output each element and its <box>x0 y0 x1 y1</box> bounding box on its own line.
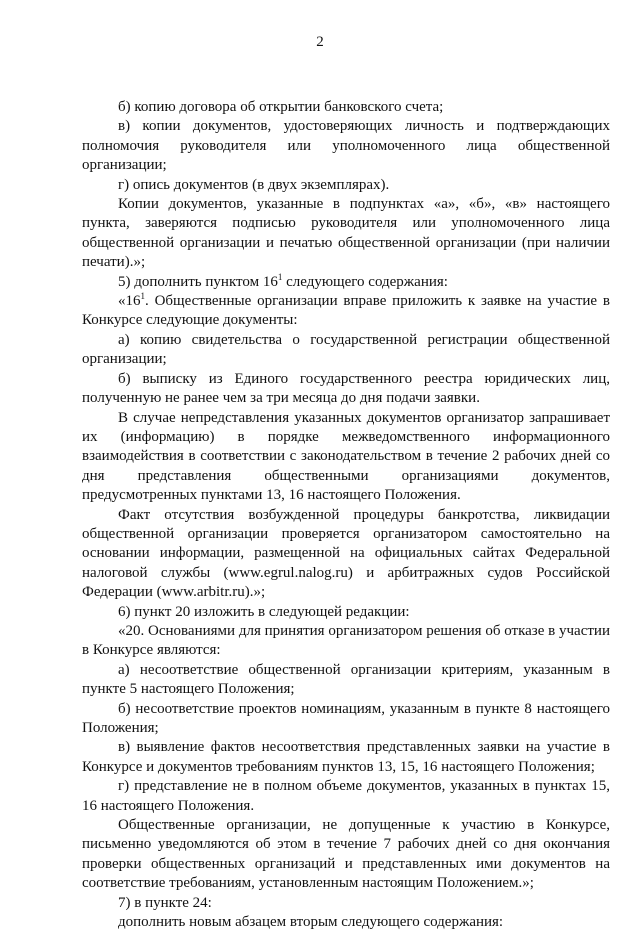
paragraph: в) копии документов, удостоверяющих личность и подтверждающих полномочия руководителя или уполномоченного лица общественной организации; <box>82 118 610 174</box>
page-number: 2 <box>316 34 324 50</box>
paragraph: б) копию договора об открытии банковского счета; <box>118 99 444 115</box>
paragraph: Общественные организации, не допущенные к участию в Конкурсе, письменно уведомляются об этом в течение 7 рабочих дней со дня окончания проверки общественных организаций и представленных ими документов на соответствие требованиям, установленным настоящим Положением.»; <box>82 817 610 892</box>
paragraph: 5) дополнить пунктом $16^1$ следующего содержания: <box>118 271 448 290</box>
document-body <box>82 98 610 932</box>
paragraph: а) несоответствие общественной организации критериям, указанным в пункте 5 настоящего Положения; <box>82 661 610 698</box>
paragraph: Копии документов, указанные в подпунктах «а», «б», «в» настоящего пункта, заверяются подписью руководителя или уполномоченного лица общественной организации и печатью общественной организации (при наличии печати).»; <box>82 196 610 271</box>
paragraph: б) несоответствие проектов номинациям, указанным в пункте 8 настоящего Положения; <box>82 700 610 736</box>
paragraph: г) опись документов (в двух экземплярах). <box>118 176 390 193</box>
paragraph: дополнить новым абзацем вторым следующего содержания: <box>118 914 504 931</box>
paragraph: 7) в пункте 24: <box>118 894 212 911</box>
paragraph: «$16^1$. Общественные организации вправе приложить к заявке на участие в Конкурсе следующие документы: <box>82 291 610 329</box>
paragraph: В случае непредставления указанных документов организатор запрашивает их (информацию) в порядке межведомственного информационного взаимодействия в соответствии с законодательством в течение 2 рабочих дней со дня представления общественными организациями документов, предусмотренных пунктами 13, 16 настоящего Положения. <box>82 409 610 504</box>
paragraph: б) выписку из Единого государственного реестра юридических лиц, полученную не ранее чем за три месяца до дня подачи заявки. <box>82 370 610 407</box>
paragraph: 6) пункт 20 изложить в следующей редакции: <box>118 603 410 620</box>
paragraph: а) копию свидетельства о государственной регистрации общественной организации; <box>82 331 610 368</box>
paragraph: Факт отсутствия возбужденной процедуры банкротства, ликвидации общественной организации проверяется организатором самостоятельно на основании информации, размещенной на официальных сайтах Федеральной налоговой службы (www.egrul.nalog.ru) и арбитражных судов Российской Федерации (www.arbitr.ru).»; <box>82 506 610 601</box>
paragraph: в) выявление фактов несоответствия представленных заявки на участие в Конкурсе и документов требованиям пунктов 13, 15, 16 настоящего Положения; <box>82 739 610 775</box>
paragraph: «20. Основаниями для принятия организатором решения об отказе в участии в Конкурсе являются: <box>82 622 610 659</box>
paragraph: г) представление не в полном объеме документов, указанных в пунктах 15, 16 настоящего Положения. <box>82 778 610 814</box>
